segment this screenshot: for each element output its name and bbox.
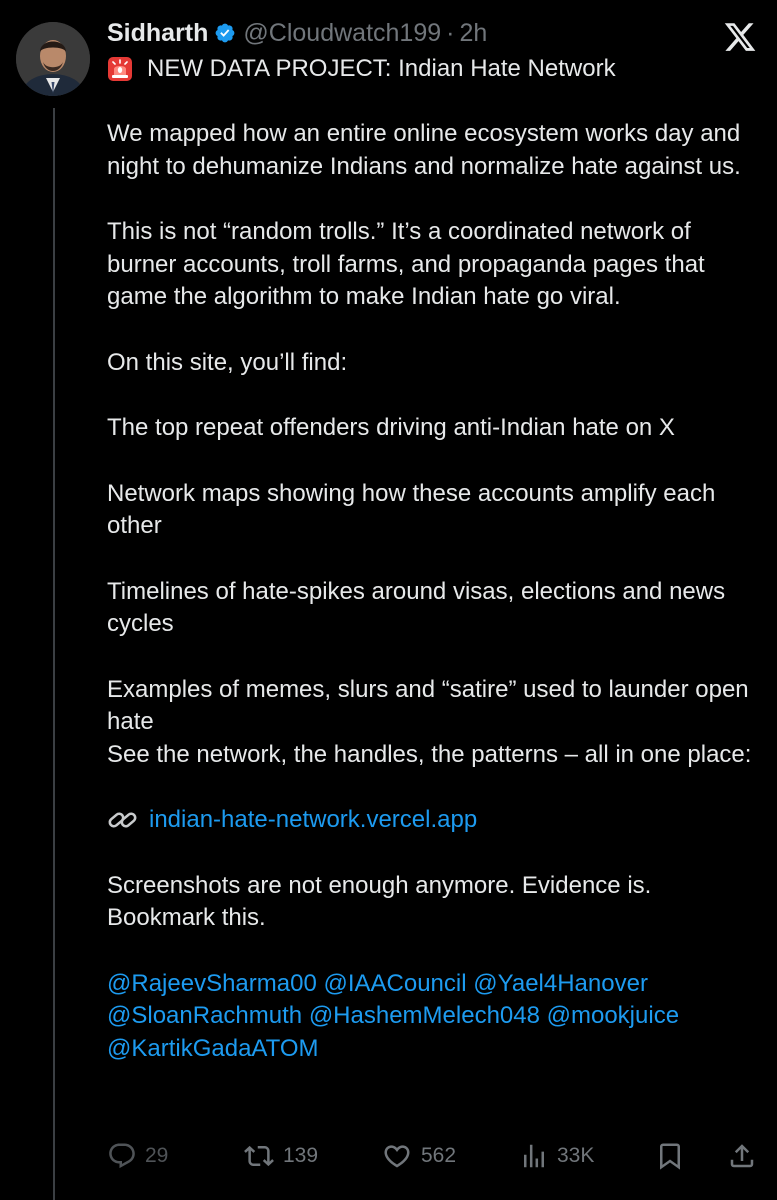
reply-count: 29 [145,1144,169,1167]
like-count: 562 [421,1144,457,1167]
tweet-action-bar [107,1139,757,1173]
avatar[interactable] [16,22,90,96]
body-paragraph: Network maps showing how these accounts amplify each other [107,479,716,539]
thread-connector-line [53,108,55,1200]
body-paragraph: The top repeat offenders driving anti-Indian hate on X [107,414,675,441]
reply-icon [107,1141,137,1171]
mention-link[interactable]: @SloanRachmuth [107,1002,303,1029]
views-chart-icon [519,1141,549,1171]
header-separator: · [446,18,455,47]
tweet-timestamp[interactable]: 2h [459,18,488,47]
bookmark-button[interactable] [655,1139,685,1173]
headline-text: NEW DATA PROJECT: Indian Hate Network [147,55,616,82]
body-paragraph: We mapped how an entire online ecosystem works day and night to dehumanize Indians and normalize hate against us. [107,120,741,180]
body-paragraph: Examples of memes, slurs and “satire” used to launder open hate [107,675,749,735]
bookmark-icon [655,1141,685,1171]
avatar-photo [16,22,90,96]
body-paragraph: On this site, you’ll find: [107,348,348,376]
repost-count: 139 [283,1144,319,1167]
views-button[interactable] [519,1139,594,1173]
body-paragraph-closing: Screenshots are not enough anymore. Evidence is. Bookmark this. [107,871,652,931]
author-handle[interactable]: @Cloudwatch199 [243,18,442,47]
heart-icon [381,1141,413,1171]
link-paragraph [107,804,757,837]
mention-link[interactable]: @mookjuice [546,1002,680,1029]
tweet-headline [107,53,757,85]
mention-link[interactable]: @RajeevSharma00 [107,969,317,997]
tweet-header [107,17,757,49]
tweet-content [107,17,757,1065]
share-icon [727,1141,757,1171]
mentions-block [107,968,757,1066]
mention-link[interactable]: @IAACouncil [323,969,467,997]
repost-icon [243,1141,275,1171]
tweet-body [107,118,757,1065]
views-count: 33K [557,1144,595,1167]
body-paragraph: This is not “random trolls.” It’s a coordinated network of burner accounts, troll farms, and propaganda pages that game the algorithm to make Indian hate go viral. [107,218,705,310]
mention-link[interactable]: @KartikGadaATOM [107,1034,319,1062]
reply-button[interactable] [107,1139,168,1173]
mention-link[interactable]: @HashemMelech048 [308,1002,540,1029]
body-paragraph: See the network, the handles, the patterns – all in one place: [107,740,752,768]
external-link[interactable]: indian-hate-network.vercel.app [149,806,478,833]
verified-badge-icon [214,22,236,44]
mention-link[interactable]: @Yael4Hanover [473,969,648,997]
link-icon [107,807,139,833]
like-button[interactable] [381,1139,456,1173]
siren-icon [107,56,133,82]
repost-button[interactable] [243,1139,318,1173]
share-button[interactable] [727,1139,757,1173]
author-display-name[interactable]: Sidharth [107,18,209,47]
body-paragraph: Timelines of hate-spikes around visas, elections and news cycles [107,577,726,637]
